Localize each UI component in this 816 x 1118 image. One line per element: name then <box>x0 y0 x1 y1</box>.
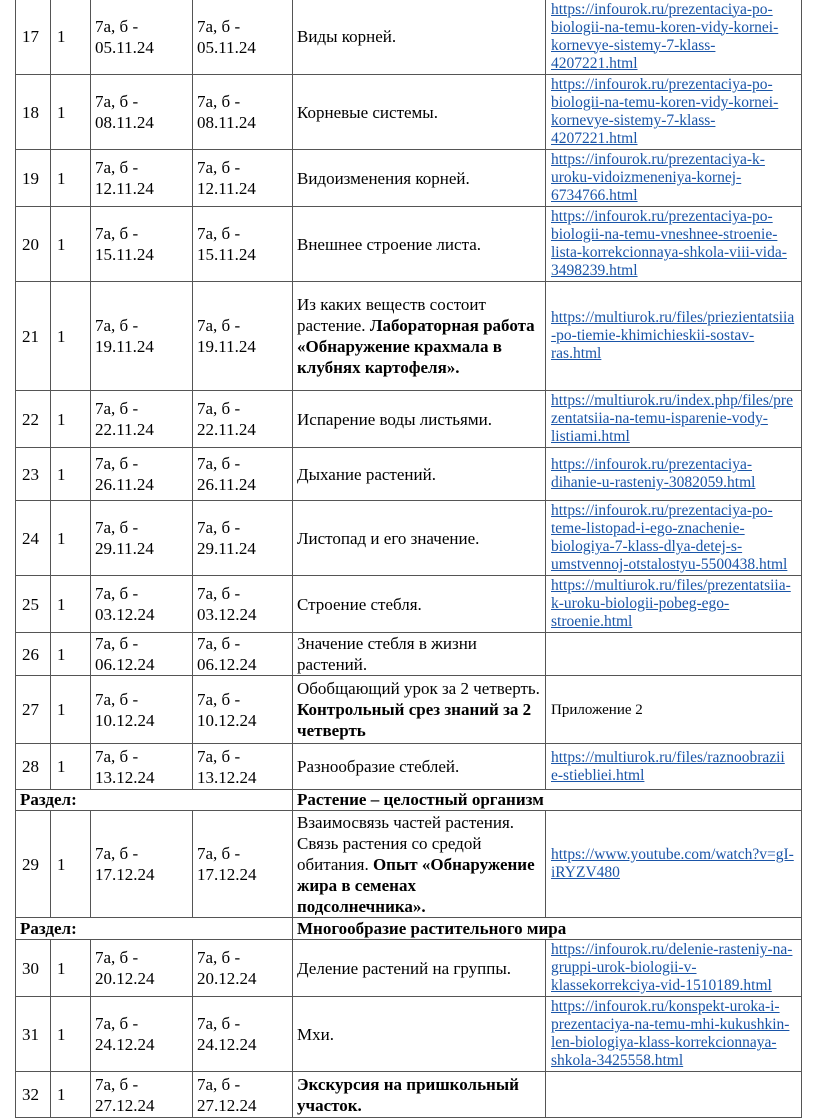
planned-date: 7а, б - 12.11.24 <box>91 150 193 207</box>
lesson-number: 21 <box>16 282 51 391</box>
actual-date: 7а, б - 24.12.24 <box>193 997 293 1072</box>
topic-text: Значение стебля в жизни растений. <box>297 634 477 674</box>
topic-text: Листопад и его значение. <box>297 528 480 548</box>
actual-date: 7а, б - 17.12.24 <box>193 811 293 918</box>
topic-text: Испарение воды листьями. <box>297 409 492 429</box>
resource-cell <box>546 501 802 576</box>
lesson-topic <box>293 448 546 501</box>
hours: 1 <box>51 0 91 75</box>
resource-link[interactable]: https://multiurok.ru/files/raznoobrazii e-stiebliei.html <box>551 748 785 784</box>
table-row <box>16 501 802 576</box>
resource-cell <box>546 391 802 448</box>
appendix-note: Приложение 2 <box>551 701 643 718</box>
hours: 1 <box>51 997 91 1072</box>
actual-date: 7а, б - 27.12.24 <box>193 1072 293 1118</box>
resource-cell <box>546 0 802 75</box>
table-row <box>16 997 802 1072</box>
hours: 1 <box>51 391 91 448</box>
topic-text: Внешнее строение листа. <box>297 234 481 254</box>
actual-date: 7а, б - 26.11.24 <box>193 448 293 501</box>
lesson-number: 30 <box>16 940 51 997</box>
lesson-topic <box>293 0 546 75</box>
lesson-number: 17 <box>16 0 51 75</box>
hours: 1 <box>51 676 91 744</box>
actual-date: 7а, б - 08.11.24 <box>193 75 293 150</box>
lesson-number: 31 <box>16 997 51 1072</box>
lesson-number: 28 <box>16 744 51 790</box>
lesson-topic <box>293 282 546 391</box>
resource-cell <box>546 633 802 676</box>
lesson-topic <box>293 150 546 207</box>
resource-link[interactable]: https://infourok.ru/prezentaciya-k-uroku-vidoizmeneniya-kornej-6734766.html <box>551 151 765 204</box>
planned-date: 7а, б - 17.12.24 <box>91 811 193 918</box>
section-label: Раздел: <box>16 790 293 811</box>
planned-date: 7а, б - 27.12.24 <box>91 1072 193 1118</box>
planned-date: 7а, б - 08.11.24 <box>91 75 193 150</box>
actual-date: 7а, б - 03.12.24 <box>193 576 293 633</box>
topic-text: Деление растений на группы. <box>297 958 511 978</box>
topic-text: Разнообразие стеблей. <box>297 757 460 776</box>
resource-cell <box>546 576 802 633</box>
planned-date: 7а, б - 15.11.24 <box>91 207 193 282</box>
actual-date: 7а, б - 15.11.24 <box>193 207 293 282</box>
resource-link[interactable]: https://infourok.ru/delenie-rasteniy-na-gruppi-urok-biologii-v-klassekorrekciya-vid-1510189.html <box>551 941 793 994</box>
resource-link[interactable]: https://multiurok.ru/files/prezentatsiia-k-uroku-biologii-pobeg-ego-stroenie.html <box>551 577 791 630</box>
planned-date: 7а, б - 19.11.24 <box>91 282 193 391</box>
table-row <box>16 75 802 150</box>
topic-bold-text: Опыт «Обнаружение жира в семенах подсолнечника». <box>297 854 535 916</box>
section-title: Растение – целостный организм <box>293 790 802 811</box>
resource-cell <box>546 150 802 207</box>
planned-date: 7а, б - 24.12.24 <box>91 997 193 1072</box>
lesson-number: 26 <box>16 633 51 676</box>
hours: 1 <box>51 282 91 391</box>
lesson-number: 20 <box>16 207 51 282</box>
topic-bold-text: Экскурсия на пришкольный участок. <box>297 1074 519 1115</box>
hours: 1 <box>51 501 91 576</box>
lesson-topic <box>293 997 546 1072</box>
table-row <box>16 744 802 790</box>
lesson-number: 23 <box>16 448 51 501</box>
planned-date: 7а, б - 10.12.24 <box>91 676 193 744</box>
lesson-number: 24 <box>16 501 51 576</box>
topic-text: Мхи. <box>297 1024 334 1044</box>
hours: 1 <box>51 448 91 501</box>
lesson-number: 27 <box>16 676 51 744</box>
lesson-topic <box>293 207 546 282</box>
topic-text: Обобщающий урок за 2 четверть. <box>297 679 540 698</box>
lesson-topic <box>293 744 546 790</box>
hours: 1 <box>51 811 91 918</box>
actual-date: 7а, б - 20.12.24 <box>193 940 293 997</box>
resource-link[interactable]: https://infourok.ru/prezentaciya-po-biologii-na-temu-vneshnee-stroenie-lista-korrekcionnaya-shkola-viii-vida-3498239.html <box>551 208 787 279</box>
planned-date: 7а, б - 03.12.24 <box>91 576 193 633</box>
actual-date: 7а, б - 22.11.24 <box>193 391 293 448</box>
actual-date: 7а, б - 13.12.24 <box>193 744 293 790</box>
table-row <box>16 282 802 391</box>
planned-date: 7а, б - 29.11.24 <box>91 501 193 576</box>
section-row <box>16 918 802 940</box>
resource-cell <box>546 940 802 997</box>
lesson-number: 19 <box>16 150 51 207</box>
lesson-topic <box>293 633 546 676</box>
hours: 1 <box>51 633 91 676</box>
lesson-plan-table <box>15 0 802 1118</box>
resource-cell <box>546 282 802 391</box>
hours: 1 <box>51 940 91 997</box>
resource-link[interactable]: https://infourok.ru/prezentaciya-po-biologii-na-temu-koren-vidy-kornei-kornevye-sistemy-7-klass-4207221.html <box>551 76 779 147</box>
lesson-topic <box>293 811 546 918</box>
resource-cell <box>546 207 802 282</box>
topic-bold-text: Лабораторная работа «Обнаружение крахмала в клубнях картофеля». <box>297 316 535 377</box>
topic-text: Дыхание растений. <box>297 464 436 484</box>
lesson-topic <box>293 75 546 150</box>
table-row <box>16 633 802 676</box>
planned-date: 7а, б - 06.12.24 <box>91 633 193 676</box>
planned-date: 7а, б - 13.12.24 <box>91 744 193 790</box>
hours: 1 <box>51 1072 91 1118</box>
resource-cell <box>546 811 802 918</box>
actual-date: 7а, б - 12.11.24 <box>193 150 293 207</box>
topic-text: Виды корней. <box>297 27 397 46</box>
topic-text: Корневые системы. <box>297 102 438 122</box>
table-row <box>16 150 802 207</box>
planned-date: 7а, б - 05.11.24 <box>91 0 193 75</box>
actual-date: 7а, б - 05.11.24 <box>193 0 293 75</box>
table-row <box>16 448 802 501</box>
actual-date: 7а, б - 19.11.24 <box>193 282 293 391</box>
lesson-number: 18 <box>16 75 51 150</box>
hours: 1 <box>51 744 91 790</box>
resource-cell <box>546 75 802 150</box>
resource-link[interactable]: https://infourok.ru/prezentaciya-po-teme-listopad-i-ego-znachenie-biologiya-7-klass-dlya-detej-s-umstvennoj-otstalostyu-5500438.html <box>551 502 788 573</box>
lesson-number: 22 <box>16 391 51 448</box>
hours: 1 <box>51 207 91 282</box>
section-label: Раздел: <box>16 918 293 940</box>
resource-link[interactable]: https://multiurok.ru/index.php/files/prezentatsiia-na-temu-isparenie-vody-listiami.html <box>551 392 793 445</box>
resource-cell <box>546 744 802 790</box>
table-row <box>16 391 802 448</box>
lesson-topic <box>293 940 546 997</box>
actual-date: 7а, б - 10.12.24 <box>193 676 293 744</box>
table-row <box>16 811 802 918</box>
resource-link[interactable]: https://infourok.ru/konspekt-uroka-i-prezentaciya-na-temu-mhi-kukushkin-len-biologiya-klass-korrekcionnaya-shkola-3425558.html <box>551 998 790 1069</box>
topic-text: Из каких веществ состоит растение. <box>297 295 486 335</box>
lesson-topic <box>293 1072 546 1118</box>
topic-text: Видоизменения корней. <box>297 168 470 188</box>
lesson-topic <box>293 576 546 633</box>
table-row <box>16 1072 802 1118</box>
table-row <box>16 207 802 282</box>
topic-text: Строение стебля. <box>297 594 422 614</box>
table-row <box>16 940 802 997</box>
planned-date: 7а, б - 20.12.24 <box>91 940 193 997</box>
resource-cell <box>546 1072 802 1118</box>
table-row <box>16 676 802 744</box>
lesson-topic <box>293 676 546 744</box>
lesson-number: 25 <box>16 576 51 633</box>
lesson-topic <box>293 391 546 448</box>
section-title: Многообразие растительного мира <box>293 918 802 940</box>
table-row <box>16 576 802 633</box>
lesson-number: 29 <box>16 811 51 918</box>
lesson-topic <box>293 501 546 576</box>
planned-date: 7а, б - 26.11.24 <box>91 448 193 501</box>
hours: 1 <box>51 150 91 207</box>
actual-date: 7а, б - 29.11.24 <box>193 501 293 576</box>
resource-cell <box>546 997 802 1072</box>
section-row <box>16 790 802 811</box>
actual-date: 7а, б - 06.12.24 <box>193 633 293 676</box>
hours: 1 <box>51 75 91 150</box>
resource-cell <box>546 676 802 744</box>
resource-link[interactable]: https://www.youtube.com/watch?v=gI-iRYZV480 <box>551 846 794 881</box>
topic-bold-text: Контрольный срез знаний за 2 четверть <box>297 700 532 740</box>
lesson-number: 32 <box>16 1072 51 1118</box>
resource-link[interactable]: https://infourok.ru/prezentaciya-po-biologii-na-temu-koren-vidy-kornei-kornevye-sistemy-7-klass-4207221.html <box>551 0 779 72</box>
hours: 1 <box>51 576 91 633</box>
resource-link[interactable]: https://multiurok.ru/files/priezientatsiia-po-tiemie-khimichieskii-sostav-ras.html <box>551 309 795 362</box>
planned-date: 7а, б - 22.11.24 <box>91 391 193 448</box>
topic-text: Взаимосвязь частей растения. Связь растения со средой обитания. <box>297 812 515 874</box>
resource-cell <box>546 448 802 501</box>
resource-link[interactable]: https://infourok.ru/prezentaciya-dihanie-u-rasteniy-3082059.html <box>551 456 756 491</box>
table-row <box>16 0 802 75</box>
